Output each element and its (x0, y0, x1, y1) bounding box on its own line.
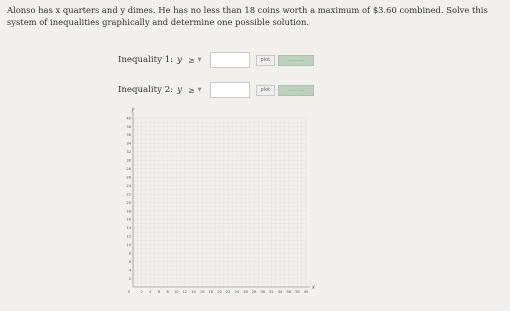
x-tick-label: 28 (251, 290, 257, 294)
x-axis-label: x (312, 284, 315, 291)
inequality-1-plot-button[interactable]: plot (256, 55, 276, 66)
y-tick-labels (126, 116, 131, 281)
y-tick-label: 34 (126, 141, 131, 146)
chevron-down-icon: ▼ (197, 57, 202, 63)
inequality-1-operator: ≥ (187, 55, 195, 65)
y-tick-label: 20 (126, 200, 131, 205)
x-tick-label: 38 (295, 290, 300, 294)
y-tick-label: 32 (126, 150, 131, 155)
x-tick-label: 16 (199, 290, 205, 294)
x-tick-labels (128, 290, 309, 294)
inequality-1-label: Inequality 1: (118, 55, 174, 65)
y-tick-label: 14 (126, 226, 131, 231)
y-tick-label: 6 (128, 259, 131, 264)
x-tick-label: 14 (191, 290, 196, 294)
x-tick-label: 30 (260, 290, 266, 294)
y-tick-label: 26 (126, 175, 131, 180)
x-tick-label: 0 (127, 290, 131, 294)
y-tick-label: 24 (126, 183, 131, 188)
x-tick-label: 34 (277, 290, 283, 294)
inequality-2-label: Inequality 2: (118, 85, 174, 95)
axes (133, 112, 310, 287)
x-tick-label: 4 (149, 290, 152, 294)
x-tick-label: 20 (217, 290, 222, 294)
y-tick-label: 18 (126, 209, 131, 214)
y-tick-label: 4 (128, 268, 131, 273)
x-tick-label: 2 (140, 290, 143, 294)
inequality-2-operator: ≥ (187, 85, 195, 95)
inequality-2-clear-button[interactable]: —— —— (278, 85, 314, 96)
y-tick-label: 8 (128, 251, 131, 256)
x-tick-label: 32 (269, 290, 274, 294)
x-tick-label: 22 (225, 290, 231, 294)
inequality-2-plot-button[interactable]: plot (256, 85, 276, 96)
y-tick-label: 38 (126, 124, 131, 129)
x-tick-label: 10 (173, 290, 179, 294)
x-tick-label: 26 (243, 290, 248, 294)
chevron-down-icon: ▼ (197, 87, 202, 93)
inequality-1-clear-button[interactable]: —— —— (278, 55, 314, 66)
y-tick-label: 10 (126, 243, 131, 248)
y-tick-label: 30 (126, 158, 131, 163)
y-axis-label: y (131, 107, 135, 113)
y-tick-label: 2 (128, 276, 131, 281)
x-tick-label: 36 (286, 290, 291, 294)
y-tick-label: 28 (126, 167, 131, 171)
y-tick-label: 40 (126, 116, 131, 121)
x-tick-label: 18 (208, 290, 214, 294)
y-tick-label: 16 (126, 217, 131, 222)
y-tick-label: 22 (126, 192, 131, 197)
y-tick-label: 36 (126, 133, 131, 138)
x-tick-label: 24 (234, 290, 240, 294)
grid-lines (133, 118, 306, 287)
inequality-2-variable: y (177, 85, 182, 95)
x-tick-label: 6 (157, 290, 161, 294)
y-tick-label: 12 (126, 234, 131, 239)
question-text: Alonso has x quarters and y dimes. He has no less than 18 coins worth a maximum of $3.60 combined. Solve this system of inequalities graphically and determine one possible solution. (7, 5, 488, 27)
x-tick-label: 8 (166, 290, 169, 294)
inequality-1-variable: y (177, 55, 182, 65)
x-tick-label: 40 (303, 290, 309, 294)
x-tick-label: 12 (182, 290, 188, 294)
